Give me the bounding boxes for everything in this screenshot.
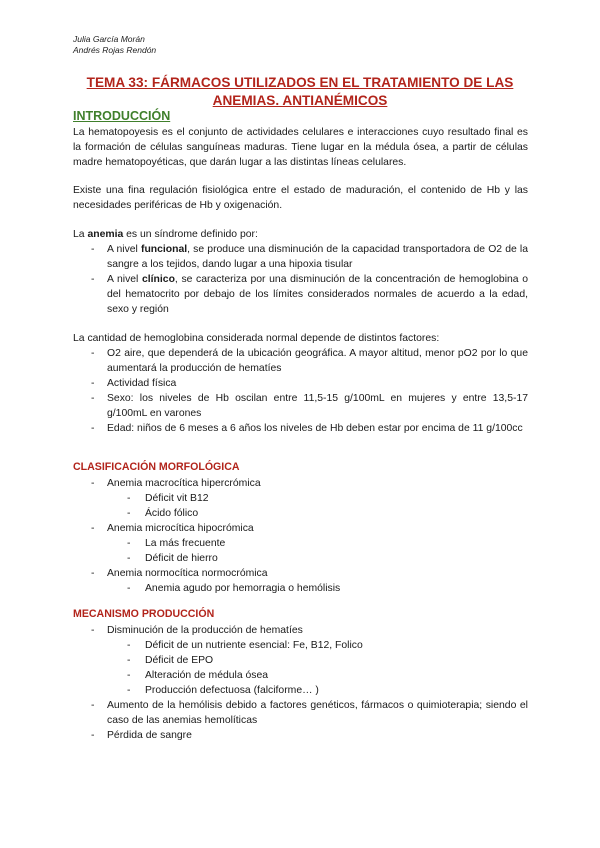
sub-list-item: - Ácido fólico xyxy=(107,506,528,521)
list-item: - Sexo: los niveles de Hb oscilan entre 11,5-15 g/100mL en mujeres y entre 13,5-17 g/100mL en varones xyxy=(73,391,528,421)
clasificacion-list xyxy=(73,476,528,596)
document-title: TEMA 33: FÁRMACOS UTILIZADOS EN EL TRATAMIENTO DE LAS ANEMIAS. ANTIANÉMICOS xyxy=(86,75,514,108)
list-item-label: Anemia normocítica normocrómica xyxy=(107,568,268,579)
list-item-label: Anemia microcítica hipocrómica xyxy=(107,523,254,534)
sub-list xyxy=(107,491,528,521)
sub-list-item: - Déficit de un nutriente esencial: Fe, B12, Folico xyxy=(107,638,528,653)
sub-list-item: - Déficit de hierro xyxy=(107,551,528,566)
text-run: A nivel xyxy=(107,274,142,285)
list-item: - Edad: niños de 6 meses a 6 años los niveles de Hb deben estar por encima de 11 g/100cc xyxy=(73,421,528,436)
sub-list-item: - Anemia agudo por hemorragia o hemólisis xyxy=(107,581,528,596)
text-run: , se caracteriza por una disminución de la concentración de hemoglobina o del hematocrito por debajo de los límites considerados normales de acuerdo a la edad, sexo y región xyxy=(107,274,528,315)
list-item: - Aumento de la hemólisis debido a factores genéticos, fármacos o quimioterapia; siendo el caso de las anemias hemolíticas xyxy=(73,698,528,728)
bold-term: clínico xyxy=(142,274,175,285)
list-item-label: Anemia macrocítica hipercrómica xyxy=(107,478,261,489)
factors-list xyxy=(73,346,528,436)
list-item: - Pérdida de sangre xyxy=(73,728,528,743)
list-item xyxy=(73,242,528,272)
text-run: es un síndrome definido por: xyxy=(123,229,258,240)
sub-list xyxy=(107,581,528,596)
sub-list-item: - Alteración de médula ósea xyxy=(107,668,528,683)
anemia-definition-list xyxy=(73,242,528,317)
mecanismo-list xyxy=(73,623,528,743)
paragraph-regulacion: Existe una fina regulación fisiológica entre el estado de maduración, el contenido de Hb y las necesidades periféricas de Hb y oxigenación. xyxy=(73,185,528,211)
list-item-label: Disminución de la producción de hematíes xyxy=(107,625,303,636)
list-item: - O2 aire, que dependerá de la ubicación geográfica. A mayor altitud, menor pO2 por lo que aumentará la producción de hematíes xyxy=(73,346,528,376)
paragraph-anemia-definicion xyxy=(73,227,528,242)
list-item: - Actividad física xyxy=(73,376,528,391)
sub-list-item: - La más frecuente xyxy=(107,536,528,551)
author-name: Andrés Rojas Rendón xyxy=(73,45,157,55)
bold-term: anemia xyxy=(87,229,124,240)
sub-list-item: - Producción defectuosa (falciforme… ) xyxy=(107,683,528,698)
section-heading-introduccion: INTRODUCCIÓN xyxy=(73,109,171,123)
sub-list-item: - Déficit de EPO xyxy=(107,653,528,668)
sub-list xyxy=(107,536,528,566)
paragraph-hemoglobina-factores: La cantidad de hemoglobina considerada normal depende de distintos factores: xyxy=(73,333,440,344)
list-item xyxy=(73,521,528,566)
sub-list-item: - Déficit vit B12 xyxy=(107,491,528,506)
authors xyxy=(73,34,156,56)
text-run: , se produce una disminución de la capacidad transportadora de O2 de la sangre a los tejidos, dando lugar a una hipoxia tisular xyxy=(107,244,528,270)
list-item xyxy=(73,476,528,521)
author-name: Julia García Morán xyxy=(73,34,145,44)
text-run: A nivel xyxy=(107,244,141,255)
bold-term: funcional xyxy=(140,244,188,255)
list-item xyxy=(73,623,528,698)
text-run: La xyxy=(73,229,88,240)
sub-list xyxy=(107,638,528,698)
paragraph-hematopoyesis: La hematopoyesis es el conjunto de actividades celulares e interacciones cuyo resultado final es la formación de células sanguíneas maduras. Tiene lugar en la médula ósea, a partir de células madre hematopoyéticas, que darán lugar a las distintas líneas celulares. xyxy=(73,127,528,168)
section-heading-clasificacion: CLASIFICACIÓN MORFOLÓGICA xyxy=(73,461,240,473)
list-item xyxy=(73,272,528,317)
list-item xyxy=(73,566,528,596)
section-heading-mecanismo: MECANISMO PRODUCCIÓN xyxy=(73,608,215,620)
